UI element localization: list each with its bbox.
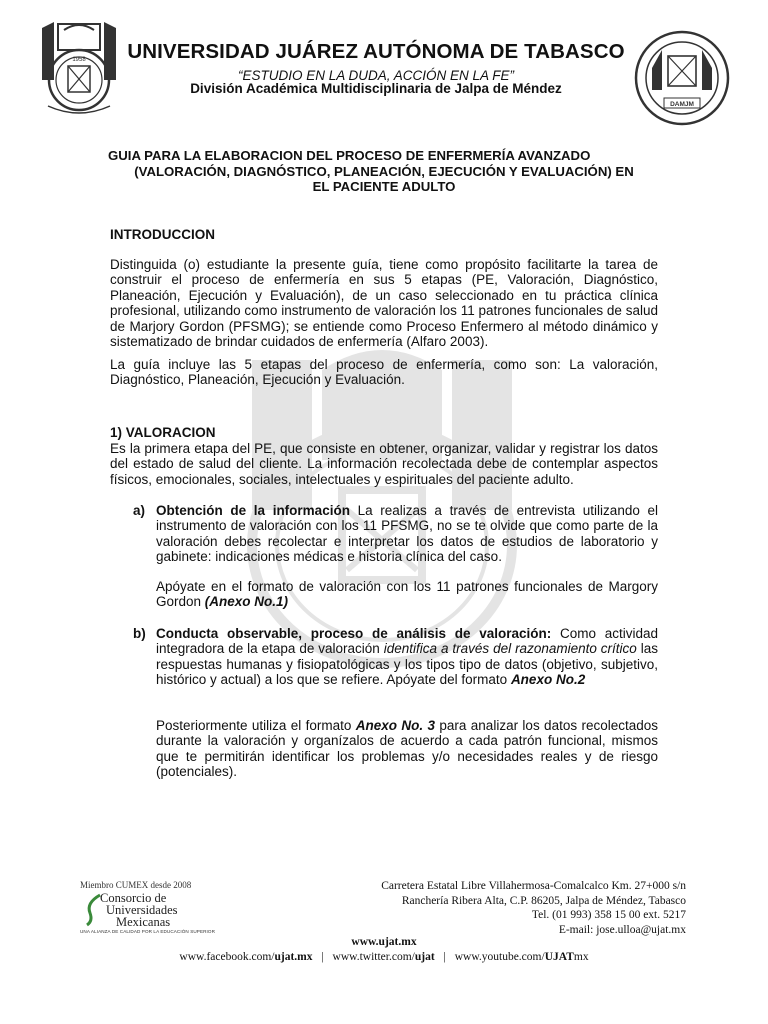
- cumex-member-text: Miembro CUMEX desde 2008: [80, 880, 192, 890]
- item-b-p2-pre: Posteriormente utiliza el formato: [156, 718, 356, 733]
- cumex-name-3: Mexicanas: [116, 915, 171, 929]
- cumex-name-2: Universidades: [106, 903, 178, 917]
- youtube-link[interactable]: www.youtube.com/UJATmx: [454, 951, 589, 963]
- phone-line: Tel. (01 993) 358 15 00 ext. 5217: [531, 909, 686, 921]
- item-b-p2-post: para analizar los datos recolectados durante la valoración y organízalos de acuerdo a cada patrón funcional, mismos que te permitirán identificar los problemas y/o necesidades reales y de riesgo (potenciales).: [156, 718, 658, 780]
- university-motto: “ESTUDIO EN LA DUDA, ACCIÓN EN LA FE”: [237, 68, 515, 83]
- list-item-b-extra: [133, 718, 658, 780]
- item-a-body: La realizas a través de entrevista utilizando el instrumento de valoración con los 11 PFSMG, no se te olvide que como parte de la valoración debes recolectar e interpretar los datos de estudios de laboratorio y gabinete: indicaciones médicas e historia clínica del caso.: [156, 503, 658, 565]
- separator: |: [321, 951, 324, 963]
- cumex-logo: [80, 880, 215, 936]
- facebook-link[interactable]: www.facebook.com/ujat.mx: [179, 951, 313, 963]
- title-line-1: GUIA PARA LA ELABORACION DEL PROCESO DE ENFERMERÍA AVANZADO: [108, 148, 591, 163]
- list-item-a-text: [156, 503, 658, 565]
- item-b-italic: identifica a través del razonamiento crítico: [383, 641, 637, 657]
- cumex-name: [100, 892, 178, 928]
- item-b-body-2: las respuestas humanas y fisiopatológicas y los tipos tipo de datos (objetivo, subjetivo, histórico y actual) a los que se refiere. Apóyate del formato: [156, 641, 659, 688]
- division-seal-icon: [632, 28, 732, 128]
- university-name: UNIVERSIDAD JUÁREZ AUTÓNOMA DE TABASCO: [127, 40, 625, 63]
- division-name: División Académica Multidisciplinaria de Jalpa de Méndez: [190, 81, 562, 96]
- item-a-p2: Apóyate en el formato de valoración con los 11 patrones funcionales de Margory Gordon: [156, 579, 658, 610]
- email-line[interactable]: E-mail: jose.ulloa@ujat.mx: [558, 923, 686, 936]
- footer-address: [306, 879, 686, 937]
- social-links: [0, 951, 768, 963]
- anexo-3-ref: Anexo No. 3: [355, 718, 436, 733]
- list-item-a: [133, 503, 658, 565]
- address-line-1: Carretera Estatal Libre Villahermosa-Comalcalco Km. 27+000 s/n: [381, 880, 686, 892]
- list-marker-b: b): [133, 626, 146, 641]
- intro-paragraph-1: Distinguida (o) estudiante la presente guía, tiene como propósito facilitarte la tarea de construir el proceso de enfermería en sus 5 etapas (PE, Valoración, Diagnóstico, Planeación, Ejecución y Evaluación), de un caso seleccionado en tu práctica clínica profesional, utilizando como instrumento de valoración los 11 patrones funcionales de salud de Marjory Gordon (PFSMG); se entiende como Proceso Enfermero al método dinámico y sistematizado de brindar cuidados de enfermería (Alfaro 2003).: [110, 257, 658, 350]
- website-link[interactable]: www.ujat.mx: [351, 936, 417, 948]
- address-line-2: Ranchería Ribera Alta, C.P. 86205, Jalpa de Méndez, Tabasco: [401, 894, 686, 907]
- seal-year: 1958: [72, 57, 86, 63]
- anexo-2-ref: Anexo No.2: [510, 672, 586, 688]
- twitter-link[interactable]: www.twitter.com/ujat: [332, 951, 435, 963]
- list-marker-a: a): [133, 503, 146, 518]
- title-line-3: EL PACIENTE ADULTO: [312, 179, 456, 194]
- valoracion-paragraph: Es la primera etapa del PE, que consiste en obtener, organizar, validar y registrar los datos del estado de salud del cliente. La información recolectada debe de contemplar aspectos físicos, emocionales, sociales, intelectuales y espirituales del paciente adulto.: [110, 441, 658, 487]
- anexo-1-ref: (Anexo No.1): [204, 594, 289, 610]
- university-seal-icon: [34, 20, 124, 120]
- cumex-name-1: Consorcio de: [100, 891, 167, 905]
- list-item-a-extra: [133, 579, 658, 610]
- item-b-body-1: Como actividad integradora de la etapa de valoración: [156, 626, 659, 657]
- item-b-lead: Conducta observable, proceso de análisis de valoración:: [156, 626, 552, 641]
- seal-badge: DAMJM: [670, 101, 694, 108]
- intro-paragraph-2: La guía incluye las 5 etapas del proceso de enfermería, como son: La valoración, Diagnóstico, Planeación, Ejecución y Evaluación.: [110, 357, 658, 388]
- list-item-b-text: [156, 626, 658, 688]
- list-item-b: [133, 626, 658, 688]
- intro-heading: INTRODUCCION: [110, 227, 215, 242]
- cumex-tagline: UNA ALIANZA DE CALIDAD POR LA EDUCACIÓN SUPERIOR: [80, 929, 215, 934]
- valoracion-heading: 1) VALORACION: [110, 425, 216, 440]
- item-a-lead: Obtención de la información: [156, 503, 350, 518]
- title-line-2: (VALORACIÓN, DIAGNÓSTICO, PLANEACIÓN, EJECUCIÓN Y EVALUACIÓN) EN: [134, 163, 634, 179]
- document-title: [108, 148, 660, 195]
- separator: |: [443, 951, 446, 963]
